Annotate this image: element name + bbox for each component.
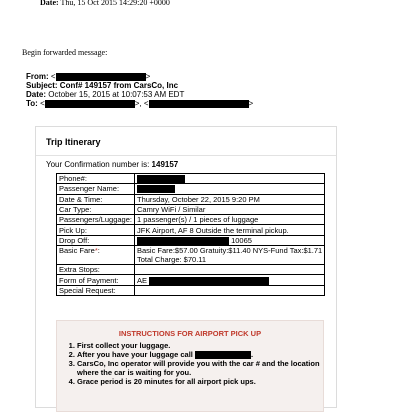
from-label: From: [26, 72, 49, 81]
redacted-phone-number [195, 350, 254, 359]
begin-forwarded-text: Begin forwarded message: [22, 48, 108, 57]
redacted-sender [56, 73, 146, 81]
from-bracket-close: > [145, 72, 151, 81]
table-row [57, 246, 325, 265]
fare-breakdown: Basic Fare:$57.00 Gratuity:$11.40 NYS-Fund Tax:$1.71 [136, 246, 323, 256]
table-row [57, 225, 325, 235]
subject-value: Conf# 149157 from CarsCo, Inc [59, 81, 179, 90]
itinerary-table [56, 173, 325, 296]
list-item: 4. Grace period is 20 minutes for all airport pick ups. [77, 377, 322, 386]
to-separator: >, < [134, 99, 149, 108]
row-label: Phone#: [57, 174, 135, 184]
redacted-card-number [149, 277, 269, 285]
redacted-passenger-name [137, 185, 175, 193]
row-value [134, 235, 324, 245]
table-row [57, 174, 325, 184]
redacted-recipient-2 [149, 100, 249, 108]
confirmation-line [46, 160, 178, 169]
row-value [134, 174, 324, 184]
redacted-phone [137, 175, 185, 183]
row-value: JFK Airport, AF 8 Outside the terminal pickup. [134, 225, 324, 235]
row-label [57, 246, 135, 265]
row-value: Thursday, October 22, 2015 9:20 PM [134, 194, 324, 204]
confirmation-number: 149157 [151, 160, 179, 169]
row-value [134, 275, 324, 285]
from-bracket-open: < [50, 72, 56, 81]
table-row [57, 204, 325, 214]
row-label: Drop Off: [57, 235, 135, 245]
table-row [57, 194, 325, 204]
itinerary-panel [35, 126, 337, 408]
pickup-instructions-box [56, 320, 324, 412]
basic-fare-colon: : [97, 246, 100, 256]
email-date-label: Date: [40, 0, 59, 7]
instructions-list [67, 341, 322, 386]
list-item: 3. CarsCo, Inc operator will provide you with the car # and the location where the car is waiting for you. [77, 359, 322, 377]
list-item: 1. First collect your luggage. [77, 341, 322, 350]
row-label: Passengers/Luggage: [57, 215, 135, 225]
fwd-date-label: Date: [26, 90, 47, 99]
table-row [57, 285, 325, 295]
row-value [134, 265, 324, 275]
to-bracket-open: < [40, 99, 45, 108]
forwarded-from-line [26, 72, 150, 81]
row-label: Form of Payment: [57, 275, 135, 285]
required-mark: * [94, 246, 98, 256]
email-date-value: Thu, 15 Oct 2015 14:29:20 +0000 [60, 0, 170, 7]
forwarded-date-line [26, 90, 184, 99]
table-row [57, 215, 325, 225]
list-item [77, 350, 322, 359]
fwd-date-value: October 15, 2015 at 10:07:53 AM EDT [48, 90, 185, 99]
confirmation-label: Your Confirmation number is: [46, 160, 150, 169]
row-label: Date & Time: [57, 194, 135, 204]
instructions-title: INSTRUCTIONS FOR AIRPORT PICK UP [118, 329, 262, 338]
row-value [134, 184, 324, 194]
row-value: Camry WiFi / Similar [134, 204, 324, 214]
total-charge: Total Charge: $70.11 [136, 255, 207, 265]
instruction-call-text: After you have your luggage call [77, 350, 193, 359]
redacted-recipient-1 [45, 100, 135, 108]
to-bracket-close: > [248, 99, 254, 108]
to-label: To: [26, 99, 38, 108]
email-date-line [40, 0, 170, 7]
subject-label: Subject: [26, 81, 58, 90]
dropoff-zip: 10065 [231, 235, 252, 245]
table-row [57, 235, 325, 245]
itinerary-header [36, 127, 336, 156]
row-value [134, 285, 324, 295]
table-row [57, 184, 325, 194]
forwarded-to-line [26, 99, 253, 108]
row-value [134, 246, 324, 265]
redacted-dropoff-address [137, 237, 229, 245]
payment-type: AE [136, 275, 147, 285]
row-label: Special Request: [57, 285, 135, 295]
itinerary-title: Trip Itinerary [46, 137, 101, 147]
table-row [57, 265, 325, 275]
forwarded-subject-line [26, 81, 178, 90]
table-row [57, 275, 325, 285]
instruction-period: . [250, 350, 254, 359]
row-value: 1 passenger(s) / 1 pieces of luggage [134, 215, 324, 225]
basic-fare-label: Basic Fare [59, 246, 95, 256]
row-label: Extra Stops: [57, 265, 135, 275]
row-label: Car Type: [57, 204, 135, 214]
row-label: Passenger Name: [57, 184, 135, 194]
row-label: Pick Up: [57, 225, 135, 235]
